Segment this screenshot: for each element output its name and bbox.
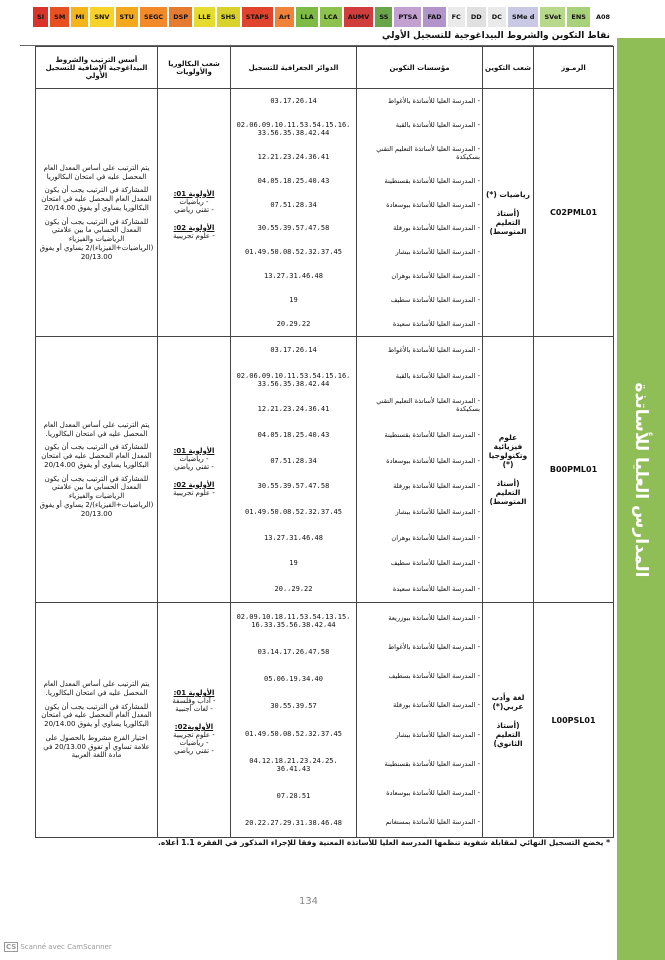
district-codes: 20،،29،22: [274, 585, 313, 594]
district-codes: 02،09،10،18،11،53،54،13،15، 16،33،35،56،38،42،44: [236, 612, 351, 629]
district-codes: 03،17،26،14: [270, 96, 317, 105]
institution-item: - المدرسة العليا للأساتذة بورقلة: [393, 482, 480, 491]
cell-branch: [483, 89, 534, 337]
institution-item: - المدرسة العليا للأساتذة بالقبة: [395, 371, 480, 380]
institution-item: - المدرسة العليا للأساتذة بقسنطينة: [384, 176, 480, 185]
institution-item: - المدرسة العليا للأساتذة ببشار: [395, 507, 480, 516]
page-heading: نقاط التكوين والشروط البيداغوجية للتسجيل الأولي: [382, 31, 610, 41]
cell-districts: [231, 603, 357, 838]
priority-2-label: الأولوية 02:: [173, 223, 215, 232]
program-code: C02PML01: [549, 208, 598, 217]
header-districts: الدوائر الجغرافية للتسجيل: [231, 47, 357, 89]
institution-list: [359, 603, 480, 837]
institution-item: - المدرسة العليا للأساتذة سعيدة: [392, 319, 480, 328]
cell-institutions: [357, 89, 483, 337]
district-codes: 30،55،39،57،47،58: [257, 224, 330, 233]
district-codes: 03،17،26،14: [270, 345, 317, 354]
cell-bac: [158, 89, 231, 337]
district-codes: 07،28،51: [276, 792, 311, 801]
program-tab-bar: [32, 6, 615, 28]
program-tab: DSP: [168, 6, 193, 28]
header-code: الرمـوز: [534, 47, 614, 89]
institution-item: - المدرسة العليا للأساتذة بالأغواط: [388, 96, 480, 105]
district-codes: 01،49،50،08،52،32،37،45: [245, 729, 342, 738]
cell-branch: [483, 337, 534, 603]
priority-1-label: الأولوية 01:: [173, 689, 215, 697]
institution-item: - المدرسة العليا للأساتذة ببشار: [395, 730, 480, 739]
program-tab: STU: [115, 6, 139, 28]
priority-1-label: الأولوية 01:: [173, 446, 215, 455]
cell-criteria: [36, 337, 158, 603]
program-code: B00PML01: [549, 465, 598, 474]
program-tab: LCA: [319, 6, 343, 28]
district-codes: 04،05،18،25،40،43: [257, 176, 330, 185]
institution-list: [359, 337, 480, 602]
district-codes: 12،21،23،24،36،41: [257, 405, 330, 414]
bac-stream: - تقني رياضي: [174, 462, 214, 471]
bac-stream: - رياضيات: [179, 197, 209, 206]
training-table: [35, 46, 614, 838]
bac-stream: - رياضيات: [179, 454, 209, 463]
branch-level: (أستاذ التعليم الثانوي): [493, 720, 523, 748]
institution-item: - المدرسة العليا للأساتذة سطيف: [390, 296, 480, 305]
table-row: [36, 603, 614, 838]
district-codes: 07،51،28،34: [270, 200, 317, 209]
institution-item: - المدرسة العليا للأساتذة ببوسعادة: [386, 200, 480, 209]
header-branch: شعب التكوين: [483, 47, 534, 89]
criterion-text: للمشاركة في الترتيب يجب أن يكون المعدل الحسابي ما بين علامتي الرياضيات والفيزياء (الرياضيات+الفيزياء)/2 يساوي أو يفوق 20/13.00: [39, 217, 154, 261]
program-tab: LLE: [193, 6, 216, 28]
criterion-text: للمشاركة في الترتيب يجب أن يكون المعدل العام المحصل عليه في امتحان البكالوريا يساوي أو يفوق 20/14.00: [41, 443, 152, 469]
institution-item: - المدرسة العليا للأساتذة سطيف: [390, 559, 480, 568]
cell-institutions: [357, 337, 483, 603]
priority-2-label: الأولوية02:: [174, 723, 214, 731]
header-institutions: مؤسسات التكوين: [357, 47, 483, 89]
district-codes: 20،22،27،29،31،38،46،48: [245, 819, 342, 828]
district-codes: 01،49،50،08،52،32،37،45: [245, 507, 342, 516]
institution-item: - المدرسة العليا للأساتذة بسطيف: [388, 672, 480, 681]
institution-item: - المدرسة العليا للأساتذة ببوسعادة: [386, 789, 480, 798]
district-codes: 05،06،19،34،40: [263, 675, 323, 684]
program-tab: AUMV: [343, 6, 375, 28]
institution-item: - المدرسة العليا للأساتذة بورقلة: [393, 224, 480, 233]
program-tab: SMe d: [507, 6, 540, 28]
program-tab: FC: [447, 6, 466, 28]
program-tab: PTSA: [393, 6, 422, 28]
institution-item: - المدرسة العليا للأساتذة بالقبة: [395, 120, 480, 129]
branch-name: رياضيات (*): [485, 189, 530, 199]
scanner-watermark: [4, 942, 112, 952]
bac-stream: - لغات أجنبية: [175, 705, 213, 713]
cell-criteria: [36, 603, 158, 838]
district-codes: 03،14،17،26،47،58: [257, 647, 330, 656]
district-codes: 12،21،23،24،36،41: [257, 152, 330, 161]
branch-level: (أستاذ التعليم المتوسط): [489, 479, 527, 506]
district-list: [233, 337, 354, 602]
branch-level: (أستاذ التعليم المتوسط): [489, 208, 527, 236]
bac-stream: - علوم تجريبية: [173, 731, 215, 739]
district-codes: 02،06،09،10،11،53،54،15،16، 33،56،35،38،42،44: [236, 120, 351, 137]
district-codes: 20،29،22: [276, 319, 311, 328]
header-criteria: أسس الترتيب والشروط البيداغوجية الإضافية للتسجيل الأولي: [36, 47, 158, 89]
bac-stream: - علوم تجريبية: [173, 231, 215, 240]
district-codes: 07،51،28،34: [270, 456, 317, 465]
bac-stream: - علوم تجريبية: [173, 488, 215, 497]
cell-bac: [158, 603, 231, 838]
header-bac: شعب البكالوريا والأولويات: [158, 47, 231, 89]
program-tab: ENS: [566, 6, 591, 28]
institution-item: - المدرسة العليا للأساتذة بقسنطينة: [384, 759, 480, 768]
institution-item: - المدرسة العليا للأساتذة بالأغواط: [388, 345, 480, 354]
district-codes: 19: [289, 296, 298, 305]
district-codes: 30،55،39،57: [270, 702, 317, 711]
program-tab: SM: [49, 6, 70, 28]
cell-code: [534, 89, 614, 337]
cell-code: [534, 603, 614, 838]
institution-item: - المدرسة العليا للأساتذة ببوسعادة: [386, 456, 480, 465]
criterion-text: للمشاركة في الترتيب يجب أن يكون المعدل الحسابي ما بين علامتي الرياضيات والفيزياء (الرياضيات+الفيزياء)/2 يساوي أو يفوق 20/13.00: [39, 474, 154, 518]
cell-districts: [231, 89, 357, 337]
district-list: [233, 89, 354, 336]
page-number: 134: [298, 896, 319, 907]
institution-item: - المدرسة العليا لأساتذة التعليم التقني بسكيكدة: [376, 397, 480, 414]
institution-item: - المدرسة العليا للأساتذة ببوزريعة: [388, 613, 480, 622]
watermark-text: Scanné avec CamScanner: [20, 943, 112, 951]
institution-item: - المدرسة العليا للأساتذة ببشار: [395, 248, 480, 257]
branch-name: لغة وأدب عربي(*): [491, 692, 525, 711]
program-tab: Art: [274, 6, 295, 28]
table-header-row: [36, 47, 614, 89]
program-tab: LLA: [295, 6, 318, 28]
program-tab: MI: [70, 6, 89, 28]
criterion-text: اختيار الفرع مشروط بالحصول على علامة تساوي أو تفوق 20/13.00 في مادة اللغة العربية: [43, 733, 150, 760]
institution-item: - المدرسة العليا للأساتذة بمستغانم: [385, 818, 480, 827]
bac-stream: - تقني رياضي: [174, 747, 214, 755]
criterion-text: يتم الترتيب على أساس المعدل العام المحصل عليه في امتحان البكالوريا.: [43, 420, 150, 438]
program-tab: STAPS: [241, 6, 274, 28]
priority-1-label: الأولوية 01:: [173, 189, 215, 198]
bac-stream: - تقني رياضي: [174, 205, 214, 214]
cell-branch: [483, 603, 534, 838]
priority-2-label: الأولوية 02:: [173, 480, 215, 489]
program-tab: SHS: [216, 6, 241, 28]
criterion-text: يتم الترتيب على أساس المعدل العام المحصل عليه في امتحان البكالوريا.: [43, 680, 150, 697]
side-title: المدارس العليا للأساتذة: [631, 382, 651, 578]
district-codes: 30،55،39،57،47،58: [257, 482, 330, 491]
program-tab: A08: [591, 6, 615, 28]
footnote: * يخضع التسجيل النهائي لمقابلة شفوية تنظمها المدرسة العليا للأساتذة المعنية وفقا للإجراء المذكور في الفقرة 1.1 أعلاه.: [157, 838, 610, 847]
cell-bac: [158, 337, 231, 603]
institution-item: - المدرسة العليا للأساتذة بقسنطينة: [384, 430, 480, 439]
institution-item: - المدرسة العليا للأساتذة بوهران: [391, 533, 480, 542]
program-tab: DD: [466, 6, 487, 28]
camscanner-badge: CS: [6, 943, 17, 951]
district-codes: 13،27،31،46،48: [263, 533, 323, 542]
table-row: [36, 337, 614, 603]
program-code: L00PSL01: [551, 715, 596, 725]
criterion-text: للمشاركة في الترتيب يجب أن يكون المعدل العام المحصل عليه في امتحان البكالوريا يساوي أو يفوق 20/14.00: [41, 702, 152, 728]
cell-districts: [231, 337, 357, 603]
cell-code: [534, 337, 614, 603]
program-tab: SNV: [89, 6, 114, 28]
institution-list: [359, 89, 480, 336]
district-codes: 01،49،50،08،52،32،37،45: [245, 248, 342, 257]
bac-stream: - آداب وفلسفة: [172, 697, 216, 705]
criterion-text: للمشاركة في الترتيب يجب أن يكون المعدل العام المحصل عليه في امتحان البكالوريا يساوي أو يفوق 20/14.00: [41, 186, 152, 212]
criterion-text: يتم الترتيب على أساس المعدل العام المحصل عليه في امتحان البكالوريا: [43, 163, 150, 181]
district-codes: 19: [289, 559, 298, 568]
bac-stream: - رياضيات: [179, 739, 209, 747]
cell-institutions: [357, 603, 483, 838]
district-codes: 02،06،09،10،11،53،54،15،16، 33،56،35،38،42،44: [236, 371, 351, 388]
program-tab: SVet: [539, 6, 566, 28]
program-tab: SEGC: [139, 6, 168, 28]
institution-item: - المدرسة العليا للأساتذة سعيدة: [392, 585, 480, 594]
district-codes: 04،12،18،21،23،24،25، 36،41،43: [249, 756, 338, 773]
table-row: [36, 89, 614, 337]
institution-item: - المدرسة العليا للأساتذة بورقلة: [393, 701, 480, 710]
program-tab: SS: [374, 6, 393, 28]
institution-item: - المدرسة العليا للأساتذة بوهران: [391, 272, 480, 281]
district-codes: 04،05،18،25،40،43: [257, 430, 330, 439]
program-tab: DC: [487, 6, 507, 28]
district-list: [233, 603, 354, 837]
institution-item: - المدرسة العليا للأساتذة بالأغواط: [388, 642, 480, 651]
institution-item: - المدرسة العليا لأساتذة التعليم التقني بسكيكدة: [376, 144, 480, 161]
district-codes: 13،27،31،46،48: [263, 272, 323, 281]
program-tab: FAD: [422, 6, 446, 28]
program-tab: SI: [32, 6, 49, 28]
branch-name: علوم فيزيائية وتكنولوجيا (*): [488, 433, 528, 469]
cell-criteria: [36, 89, 158, 337]
